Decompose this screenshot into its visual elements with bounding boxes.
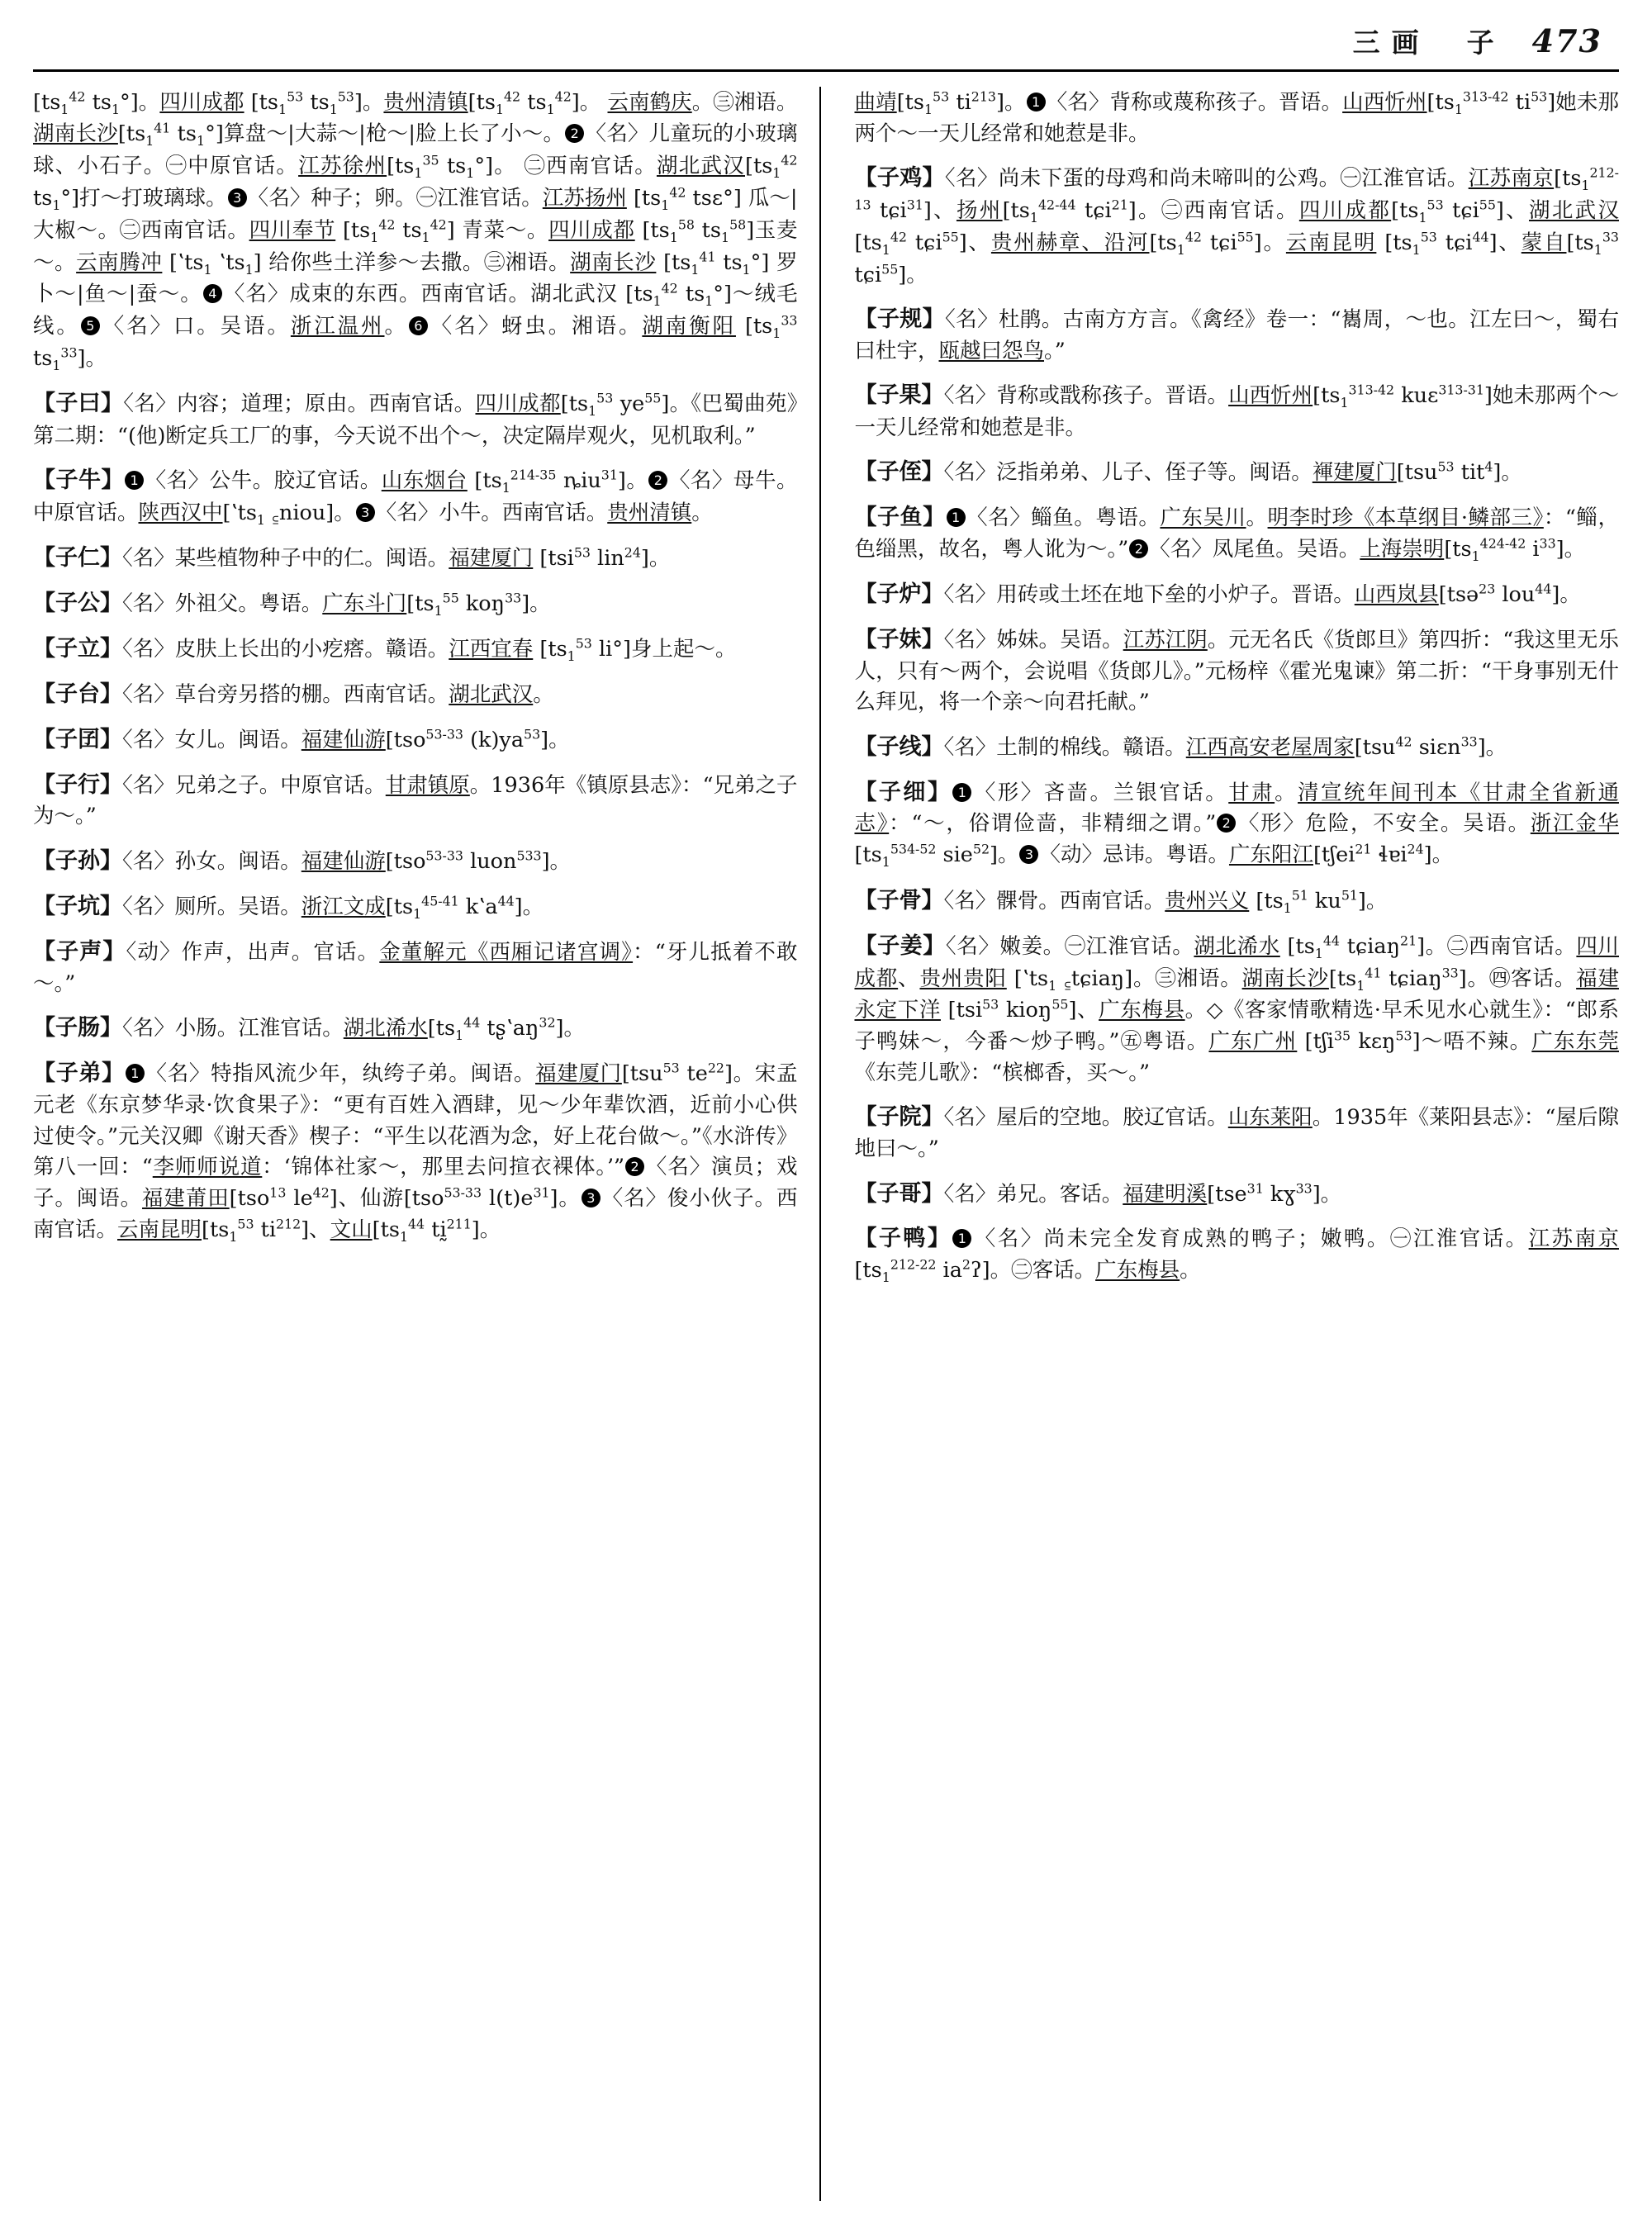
dictionary-entry bbox=[854, 885, 1619, 918]
entry-headword: 【子孙】 bbox=[33, 847, 122, 874]
entry-body: 1 〈形〉吝啬。兰银官话。甘肃。清宣统年间刊本《甘肃全省新通志》：“～，俗谓俭啬，非精细之谓。” 2 〈形〉危险，不安全。吴语。浙江金华[$ts_1^{534-52}$ sie$^{52}$]。 3 〈动〉忌讳。粤语。广东阳江[tʃei$^{21}$ ɬɐi$^{24}$]。 bbox=[854, 780, 1619, 871]
dictionary-entry bbox=[33, 387, 798, 452]
entry-headword: 【子鸭】 bbox=[854, 1226, 952, 1252]
entry-headword: 【子妹】 bbox=[854, 627, 944, 653]
entry-headword: 【子曰】 bbox=[33, 391, 124, 417]
page-number: 473 bbox=[1531, 22, 1602, 59]
header-character: 子 bbox=[1466, 26, 1496, 59]
entry-body: 〈动〉作声，出声。官话。金董解元《西厢记诸宫调》：“牙儿抵着不敢～。” bbox=[33, 939, 798, 996]
entry-body: 〈名〉孙女。闽语。福建仙游[tso$^{53-33}$ luon$^{533}$]。 bbox=[122, 847, 572, 874]
entry-headword: 【子哥】 bbox=[854, 1180, 944, 1207]
entry-body: 〈名〉嫩姜。㊀江淮官话。湖北浠水 [$ts_1^{44}$ tɕiaŋ$^{21}$]。㊁西南官话。四川成都、贵州贵阳 [ʽts$_1$ ꜁tɕiaŋ]。㊂湘语。湖南长沙[$ts_1^{41}$ tɕiaŋ$^{33}$]。㊃客话。福建永定下洋 [tsi$^{53}$ kioŋ$^{55}$]、广东梅县。◇《客家情歌精选·早禾见水心就生》：“郎系子鸭妹～，今番～炒子鸭。”㊄粤语。广东广州 [tʃi$^{35}$ kɛŋ$^{53}$]～唔不辣。广东东莞《东莞儿歌》：“槟榔香，买～。” bbox=[854, 932, 1619, 1085]
dictionary-entry bbox=[33, 678, 798, 711]
dictionary-entry bbox=[33, 1057, 798, 1246]
dictionary-entry bbox=[854, 501, 1619, 567]
header-rule bbox=[33, 69, 1619, 72]
dictionary-entry bbox=[854, 379, 1619, 444]
page-header bbox=[33, 21, 1619, 64]
entry-body: 〈名〉弟兄。客话。福建明溪[tse$^{31}$ kɣ$^{33}$]。 bbox=[943, 1180, 1342, 1207]
dictionary-entry bbox=[33, 1012, 798, 1045]
dictionary-entry bbox=[854, 930, 1619, 1089]
dictionary-entry bbox=[33, 542, 798, 575]
dictionary-entry bbox=[854, 578, 1619, 611]
entry-body: 〈名〉尚未下蛋的母鸡和尚未啼叫的公鸡。㊀江淮官话。江苏南京[$ts_1^{212-13}$ tɕi$^{31}$]、扬州[$ts_1^{42-44}$ tɕi$^{21}$]。㊁西南官话。四川成都[$ts_1^{53}$ tɕi$^{55}$]、湖北武汉 [$ts_1^{42}$ tɕi$^{55}$]、贵州赫章、沿河[$ts_1^{42}$ tɕi$^{55}$]。云南昆明 [$ts_1^{53}$ tɕi$^{44}$]、蒙自[$ts_1^{33}$ tɕi$^{55}$]。 bbox=[854, 164, 1619, 287]
entry-body: 〈名〉屋后的空地。胶辽官话。山东莱阳。1935年《莱阳县志》：“屋后隙地曰～。” bbox=[854, 1105, 1619, 1162]
entry-headword: 【子弟】 bbox=[33, 1060, 125, 1087]
entry-headword: 【子侄】 bbox=[854, 459, 944, 486]
dictionary-entry bbox=[854, 624, 1619, 719]
continued-entry-right bbox=[854, 87, 1619, 149]
dictionary-entry bbox=[854, 776, 1619, 872]
entry-headword: 【子囝】 bbox=[33, 726, 122, 752]
dictionary-entry bbox=[854, 731, 1619, 764]
entry-body: 〈名〉杜鹃。古南方方言。《禽经》卷一：“巂周，～也。江左曰～，蜀右曰杜宇，瓯越曰怨鸟。” bbox=[854, 307, 1619, 363]
entry-headword: 【子鱼】 bbox=[854, 504, 946, 530]
entry-headword: 【子公】 bbox=[33, 590, 122, 616]
entry-headword: 【子骨】 bbox=[854, 887, 944, 913]
entry-headword: 【子规】 bbox=[854, 306, 946, 333]
entry-headword: 【子牛】 bbox=[33, 467, 125, 494]
entry-body: 〈名〉泛指弟弟、儿子、侄子等。闽语。褌建厦门[tsu$^{53}$ tit$^4$]。 bbox=[943, 458, 1522, 486]
dictionary-entry bbox=[33, 587, 798, 620]
dictionary-entry bbox=[33, 936, 798, 999]
dictionary-entry bbox=[854, 1222, 1619, 1288]
entry-headword: 【子果】 bbox=[854, 382, 944, 409]
entry-body: 〈名〉兄弟之子。中原官话。甘肃镇原。1936年《镇原县志》：“兄弟之子为～。” bbox=[33, 772, 798, 829]
entry-body: 〈名〉某些植物种子中的仁。闽语。福建厦门 [tsi$^{53}$ lin$^{24}$]。 bbox=[122, 544, 671, 571]
entry-headword: 【子线】 bbox=[854, 733, 944, 760]
continued-entry-text: [$ts_1^{42}$ $ts_1^\circ$]。四川成都 [$ts_1^{53}$ $ts_1^{53}$]。贵州清镇[$ts_1^{42}$ $ts_1^{42}$]。 云南鹤庆。㊂湘语。湖南长沙[$ts_1^{41}$ $ts_1^\circ$]算盘～|大蒜～|枪～|脸上长了小～。 2 〈名〉儿童玩的小玻璃球、小石子。㊀中原官话。江苏徐州[$ts_1^{35}$ $ts_1^\circ$]。 ㊁西南官话。湖北武汉[$ts_1^{42}$ $ts_1^\circ$]打～打玻璃球。 3 〈名〉种子；卵。㊀江淮官话。江苏扬州 [$ts_1^{42}$ tsɛ°] 瓜～|大椒～。㊁西南官话。四川奉节 [$ts_1^{42}$ $ts_1^{42}$] 青菜～。四川成都 [$ts_1^{58}$ $ts_1^{58}$]玉麦～。云南腾冲 [ʽts$_1$ ʽts$_1$] 给你些土洋参～去撒。㊂湘语。湖南长沙 [$ts_1^{41}$ $ts_1^\circ$] 罗卜～|鱼～|蚕～。 4 〈名〉成束的东西。西南官话。湖北武汉 [$ts_1^{42}$ $ts_1^\circ]\sim$绒毛线。 5 〈名〉口。吴语。浙江温州。 6 〈名〉蚜虫。湘语。湖南衡阳 [$ts_1^{33}$ $ts_1^{33}$]。 bbox=[33, 88, 798, 374]
dictionary-entry bbox=[33, 845, 798, 878]
header-section: 三画 bbox=[1352, 26, 1431, 59]
right-column bbox=[821, 87, 1619, 2201]
dictionary-entry bbox=[854, 162, 1619, 291]
dictionary-entry bbox=[33, 464, 798, 529]
entry-body: 〈名〉髁骨。西南官话。贵州兴义 [$ts_1^{51}$ $ku^{51}$]。 bbox=[943, 887, 1388, 916]
page-columns bbox=[33, 87, 1619, 2201]
entry-body: 〈名〉女儿。闽语。福建仙游[tso$^{53-33}$ $(k)ya^{53}$]。 bbox=[122, 726, 570, 752]
dictionary-entry bbox=[854, 1101, 1619, 1165]
entry-body: 〈名〉土制的棉线。赣语。江西高安老屋周家[tsu$^{42}$ siɛn$^{33}$]。 bbox=[943, 733, 1507, 760]
entry-body: 〈名〉皮肤上长出的小疙瘩。赣语。江西宜春 [$ts_1^{53}$ li°]身上起～。 bbox=[122, 635, 737, 665]
entry-headword: 【子细】 bbox=[854, 779, 952, 805]
continued-entry-text: 曲靖[$ts_1^{53}$ $ti^{213}$]。 1 〈名〉背称或蔑称孩子。晋语。山西忻州[$ts_1^{313-42}$ $ti^{53}$]她未那两个～一天儿经常和她惹是非。 bbox=[854, 88, 1619, 146]
entry-headword: 【子立】 bbox=[33, 635, 122, 662]
entry-body: 〈名〉背称或戬称孩子。晋语。山西忻州[$ts_1^{313-42}$ kuɛ$^{313-31}$]她未那两个～一天儿经常和她惹是非。 bbox=[854, 382, 1619, 440]
entry-body: 1 〈名〉公牛。胶辽官话。山东烟台 [$ts_1^{214-35}$ ȵiu$^{31}$]。 2 〈名〉母牛。中原官话。陕西汉中[ʽts$_1$ ꜁niou]。 3 〈名〉小牛。西南官话。贵州清镇。 bbox=[33, 467, 798, 528]
entry-body: 〈名〉厕所。吴语。浙江文成[$ts_1^{45-41}$ kʽa$^{44}$]。 bbox=[122, 893, 544, 922]
entry-headword: 【子行】 bbox=[33, 771, 123, 798]
dictionary-entry bbox=[854, 456, 1619, 489]
entry-body: 1 〈名〉鲻鱼。粤语。广东吴川。明李时珍《本草纲目·鳞部三》：“鲻，色缁黑，故名，粤人讹为～。” 2 〈名〉凤尾鱼。吴语。上海崇明[$ts_1^{424-42}$ $i^{33}$]。 bbox=[854, 505, 1619, 565]
entry-body: 〈名〉姊妹。吴语。江苏江阴。元无名氏《货郎旦》第四折：“我这里无乐人，只有～两个，会说唱《货郎儿》。”元杨梓《霍光鬼谏》第二折：“干身事别无什么拜见，将一个亲～向君托献。” bbox=[854, 628, 1619, 715]
dictionary-entry bbox=[33, 633, 798, 666]
dictionary-entry bbox=[854, 1178, 1619, 1211]
entry-headword: 【子肠】 bbox=[33, 1015, 122, 1041]
left-entries-list bbox=[33, 387, 798, 1246]
dictionary-entry bbox=[33, 769, 798, 833]
continued-entry-left bbox=[33, 87, 798, 375]
entry-headword: 【子院】 bbox=[854, 1104, 944, 1131]
entry-headword: 【子声】 bbox=[33, 938, 126, 965]
entry-body: 〈名〉草台旁另搭的棚。西南官话。湖北武汉。 bbox=[122, 682, 554, 708]
left-column bbox=[33, 87, 819, 2201]
entry-headword: 【子仁】 bbox=[33, 544, 122, 571]
entry-headword: 【子坑】 bbox=[33, 893, 122, 919]
entry-headword: 【子鸡】 bbox=[854, 165, 945, 192]
entry-headword: 【子炉】 bbox=[854, 581, 944, 608]
entry-body: 1 〈名〉特指风流少年，纨绔子弟。闽语。福建厦门[tsu$^{53}$ $te^{22}$]。宋孟元老《东京梦华录·饮食果子》：“更有百姓入酒肆，见～少年辈饮酒，近前小心供过使令。”元关汉卿《谢天香》楔子：“平生以花酒为念，好上花台做～。”《水浒传》第八一回：“李师师说道：‘锦体社家～，那里去问揎衣裸体。’” 2 〈名〉演员；戏子。闽语。福建莆田[tso$^{13}$ $le^{42}$]、仙游[tso$^{53-33}$ $l(t)e^{31}$]。 3 〈名〉俊小伙子。西南官话。云南昆明[$ts_1^{53}$ $ti^{212}$]、文山[$ts_1^{44}$ tḭ$^{211}$]。 bbox=[33, 1060, 798, 1245]
dictionary-entry bbox=[854, 303, 1619, 367]
entry-headword: 【子台】 bbox=[33, 681, 122, 708]
entry-headword: 【子姜】 bbox=[854, 932, 946, 959]
dictionary-entry bbox=[33, 890, 798, 923]
dictionary-entry bbox=[33, 724, 798, 757]
entry-body: 1 〈名〉尚未完全发育成熟的鸭子；嫩鸭。㊀江淮官话。江苏南京[$ts_1^{212-22}$ $ia^2ʔ$]。㊁客话。广东梅县。 bbox=[854, 1226, 1619, 1286]
entry-body: 〈名〉内容；道理；原由。西南官话。四川成都[$ts_1^{53}$ $ye^{55}$]。《巴蜀曲苑》第二期：“(他)断定兵工厂的事，今天说不出个～，决定隔岸观火，见机取利。” bbox=[33, 390, 798, 448]
entry-body: 〈名〉用砖或土坯在地下垒的小炉子。晋语。山西岚县[tsə$^{23}$ lou$^{44}$]。 bbox=[943, 581, 1581, 608]
entry-body: 〈名〉外祖父。粤语。广东斗门[$ts_1^{55}$ koŋ$^{33}$]。 bbox=[122, 590, 551, 619]
right-entries-list bbox=[854, 162, 1619, 1288]
entry-body: 〈名〉小肠。江淮官话。湖北浠水[$ts_1^{44}$ tʂʽaŋ$^{32}$]。 bbox=[122, 1014, 585, 1044]
